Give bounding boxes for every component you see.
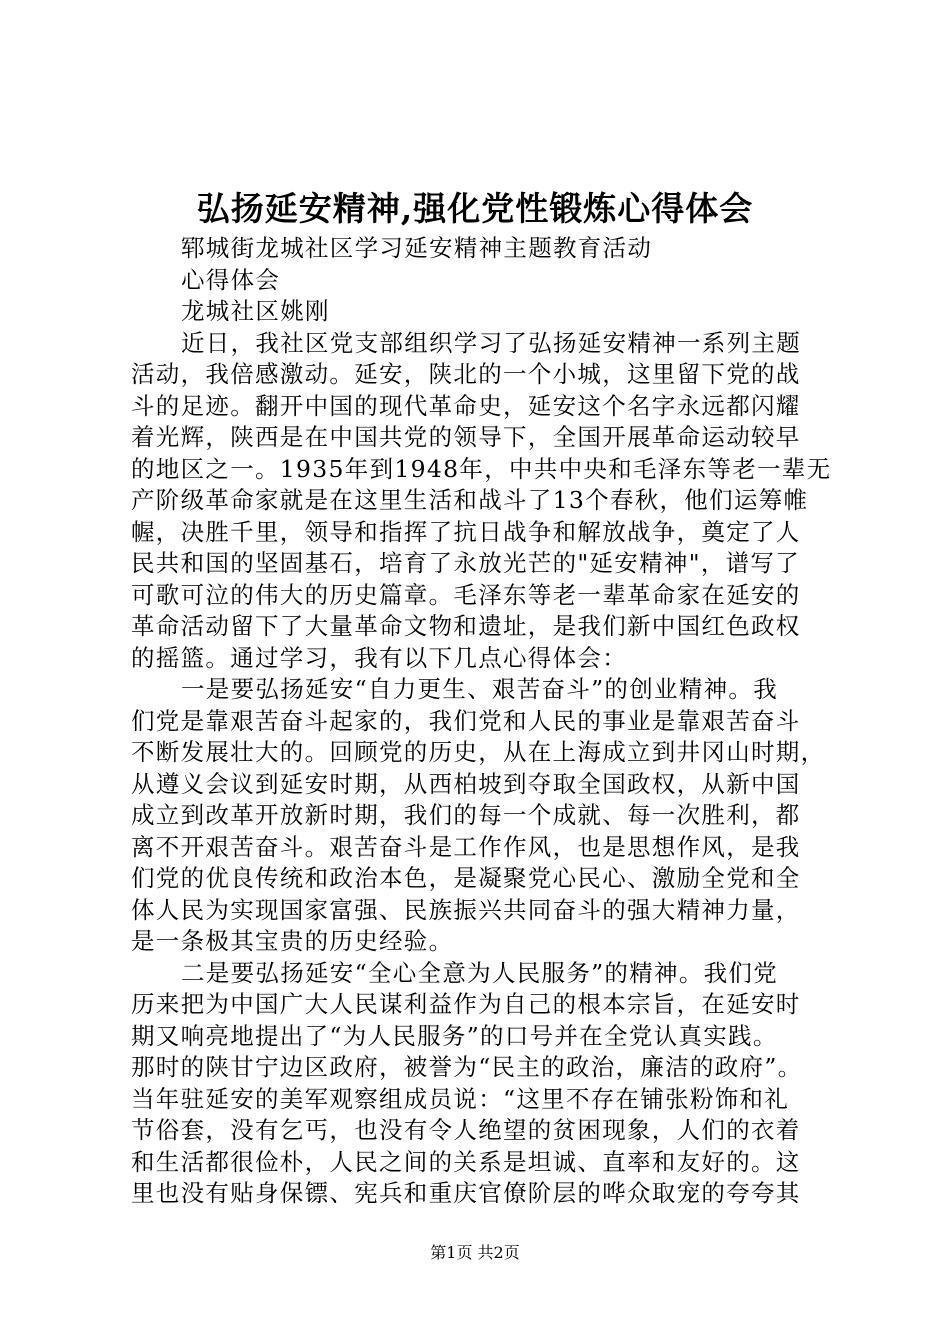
text-line: 们党的优良传统和政治本色，是凝聚党心民心、激励全党和全 (131, 864, 801, 892)
text-line: 的地区之一。1935年到1948年，中共中央和毛泽东等老一辈无 (131, 454, 832, 483)
text-line: 心得体会 (181, 265, 281, 294)
text-line: 是一条极其宝贵的历史经验。 (131, 927, 454, 955)
text-line: 从遵义会议到延安时期，从西柏坡到夺取全国政权，从新中国 (131, 769, 801, 798)
text-line: 二是要弘扬延安“全心全意为人民服务”的精神。我们党 (181, 958, 779, 987)
text-line: 龙城社区姚刚 (181, 297, 330, 325)
text-line: 历来把为中国广大人民谋利益作为自己的根本宗旨，在延安时 (131, 990, 801, 1018)
text-line: 一是要弘扬延安“自力更生、艰苦奋斗”的创业精神。我 (181, 675, 779, 703)
text-line: 那时的陕甘宁边区政府，被誉为“民主的政治，廉洁的政府”。 (131, 1053, 803, 1081)
text-line: 期又响亮地提出了“为人民服务”的口号并在全党认真实践。 (131, 1021, 778, 1050)
text-line: 幄，决胜千里，领导和指挥了抗日战争和解放战争，奠定了人 (131, 517, 801, 546)
text-line: 革命活动留下了大量革命文物和遗址，是我们新中国红色政权 (131, 612, 801, 640)
text-line: 郓城街龙城社区学习延安精神主题教育活动 (181, 234, 653, 262)
text-line: 离不开艰苦奋斗。艰苦奋斗是工作作风，也是思想作风，是我 (131, 832, 801, 861)
text-line: 里也没有贴身保镖、宪兵和重庆官僚阶层的哗众取宠的夸夸其 (131, 1179, 801, 1207)
text-line: 节俗套，没有乞丐，也没有令人绝望的贫困现象，人们的衣着 (131, 1116, 801, 1144)
text-line: 不断发展壮大的。回顾党的历史，从在上海成立到井冈山时期， (131, 738, 826, 766)
text-line: 和生活都很俭朴，人民之间的关系是坦诚、直率和友好的。这 (131, 1147, 801, 1176)
text-line: 近日，我社区党支部组织学习了弘扬延安精神一系列主题 (181, 328, 801, 357)
document-body (131, 233, 831, 1210)
text-line: 们党是靠艰苦奋斗起家的，我们党和人民的事业是靠艰苦奋斗 (131, 706, 801, 735)
text-line: 的摇篮。通过学习，我有以下几点心得体会： (131, 643, 627, 672)
text-line: 活动，我倍感激动。延安，陕北的一个小城，这里留下党的战 (131, 360, 801, 388)
text-line: 斗的足迹。翻开中国的现代革命史，延安这个名字永远都闪耀 (131, 391, 801, 420)
text-line: 可歌可泣的伟大的历史篇章。毛泽东等老一辈革命家在延安的 (131, 580, 801, 609)
text-line: 着光辉，陕西是在中国共党的领导下，全国开展革命运动较早 (131, 423, 801, 451)
text-line: 民共和国的坚固基石，培育了永放光芒的"延安精神"，谱写了 (131, 549, 801, 577)
document-title: 弘扬延安精神,强化党性锻炼心得体会 (196, 189, 754, 228)
page-footer: 第1页 共2页 (430, 1243, 520, 1262)
text-line: 当年驻延安的美军观察组成员说：“这里不存在铺张粉饰和礼 (131, 1084, 790, 1113)
text-line: 产阶级革命家就是在这里生活和战斗了13个春秋，他们运筹帷 (131, 486, 809, 514)
text-line: 成立到改革开放新时期，我们的每一个成就、每一次胜利，都 (131, 801, 801, 829)
text-line: 体人民为实现国家富强、民族振兴共同奋斗的强大精神力量， (131, 895, 801, 924)
